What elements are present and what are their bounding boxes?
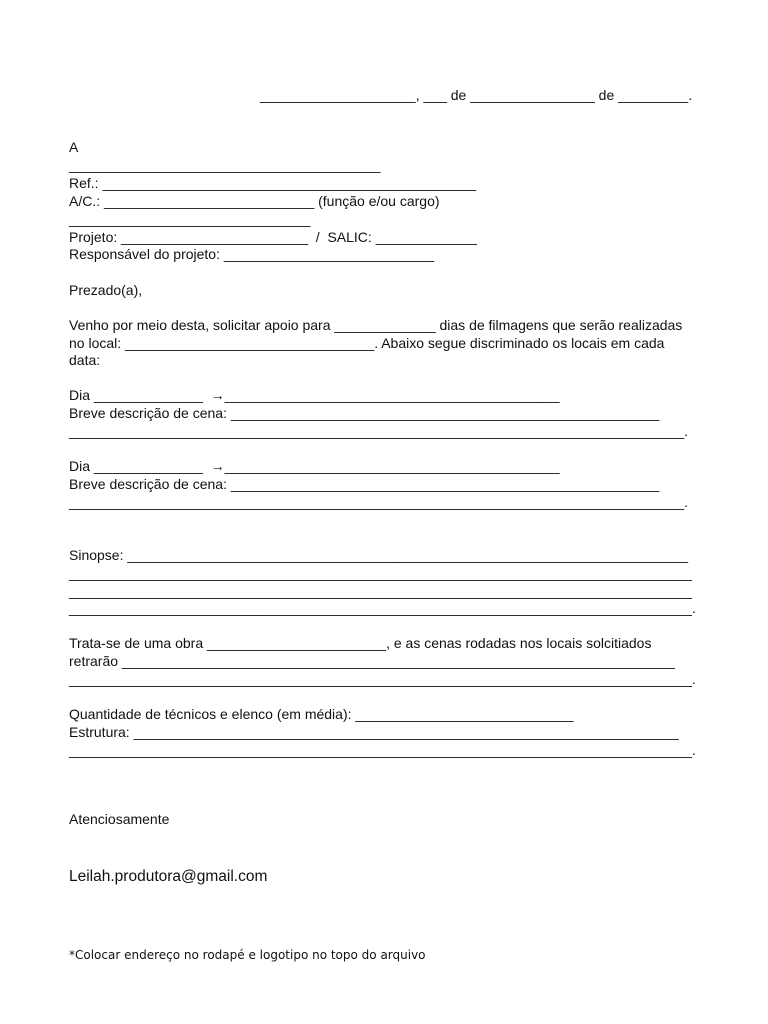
intro-line-1: Venho por meio desta, solicitar apoio para _____________ dias de filmagens que serão realizadas: [69, 317, 683, 333]
ref-field: Ref.: ________________________________________________: [69, 175, 477, 191]
ac-continuation: _______________________________: [69, 211, 311, 227]
greeting: Prezado(a),: [69, 282, 143, 298]
day-1-description-cont: _______________________________________________________________________________.: [69, 423, 688, 439]
date-line: ____________________, ___ de ________________ de _________.: [260, 87, 693, 103]
structure-field: Estrutura: ______________________________________________________________________: [69, 724, 679, 740]
ac-field: A/C.: ___________________________ (função e/ou cargo): [69, 193, 440, 209]
crew-count-field: Quantidade de técnicos e elenco (em média): ____________________________: [69, 706, 574, 722]
synopsis-line-1: Sinopse: ________________________________________________________________________: [69, 547, 688, 563]
recipient-line: ________________________________________: [69, 157, 381, 173]
work-line-1: Trata-se de uma obra _______________________, e as cenas rodadas nos locais solcitiados: [69, 635, 652, 651]
day-2-description: Breve descrição de cena: _______________________________________________________: [69, 476, 660, 492]
synopsis-line-3: ________________________________________________________________________________: [69, 583, 692, 599]
day-1-field: Dia ______________ →___________________________________________: [69, 387, 560, 403]
project-salic-field: Projeto: ________________________ / SALIC: _____________: [69, 229, 477, 245]
contact-email: Leilah.produtora@gmail.com: [69, 868, 268, 885]
recipient-label: A: [69, 139, 79, 155]
work-line-2: retrarão _______________________________________________________________________: [69, 653, 675, 669]
intro-line-2: no local: ________________________________. Abaixo segue discriminado os locais em cada: [69, 335, 665, 351]
responsible-field: Responsável do projeto: ___________________________: [69, 246, 435, 262]
day-2-field: Dia ______________ →___________________________________________: [69, 458, 560, 474]
synopsis-line-2: ________________________________________________________________________________: [69, 565, 692, 581]
structure-field-cont: ________________________________________________________________________________.: [69, 742, 696, 758]
day-1-description: Breve descrição de cena: _______________________________________________________: [69, 405, 660, 421]
day-2-description-cont: _______________________________________________________________________________.: [69, 494, 688, 510]
intro-line-3: data:: [69, 352, 101, 368]
closing: Atenciosamente: [69, 811, 170, 827]
work-line-3: ________________________________________________________________________________.: [69, 671, 696, 687]
footnote: *Colocar endereço no rodapé e logotipo no topo do arquivo: [69, 948, 426, 962]
synopsis-line-4: ________________________________________________________________________________.: [69, 600, 696, 616]
